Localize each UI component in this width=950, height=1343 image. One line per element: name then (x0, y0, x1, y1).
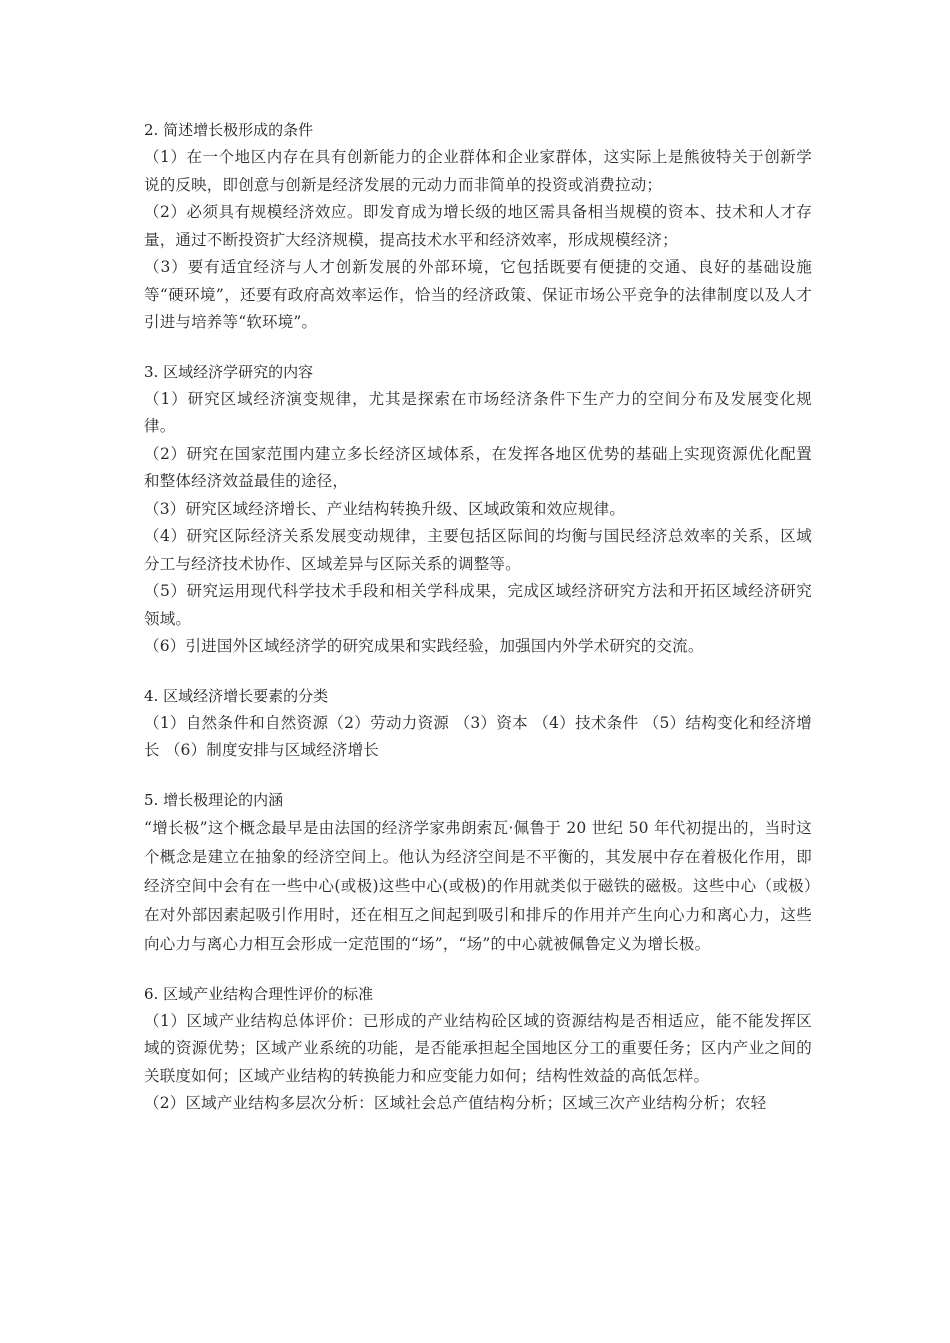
paragraph: （1）研究区域经济演变规律，尤其是探索在市场经济条件下生产力的空间分布及发展变化规律。 (144, 389, 812, 435)
paragraph: （2）研究在国家范围内建立多长经济区域体系，在发挥各地区优势的基础上实现资源优化配置和整体经济效益最佳的途径， (144, 444, 812, 490)
section-growth-pole-theory (144, 787, 812, 959)
paragraph: （1）自然条件和自然资源（2）劳动力资源 （3）资本 （4）技术条件 （5）结构变化和经济增长 （6）制度安排与区域经济增长 (144, 713, 812, 759)
section-industrial-structure-evaluation (144, 981, 812, 1118)
document-body (144, 117, 812, 1140)
paragraph: （2）必须具有规模经济效应。即发育成为增长级的地区需具备相当规模的资本、技术和人才存量，通过不断投资扩大经济规模，提高技术水平和经济效率，形成规模经济； (144, 203, 812, 249)
paragraph: （1）在一个地区内存在具有创新能力的企业群体和企业家群体，这实际上是熊彼特关于创新学说的反映，即创意与创新是经济发展的元动力而非简单的投资或消费拉动； (144, 148, 812, 194)
paragraph: （4）研究区际经济关系发展变动规律，主要包括区际间的均衡与国民经济总效率的关系，区域分工与经济技术协作、区域差异与区际关系的调整等。 (144, 527, 812, 573)
paragraph: （2）区域产业结构多层次分析：区域社会总产值结构分析；区域三次产业结构分析；农轻 (144, 1094, 767, 1112)
paragraph: （3）要有适宜经济与人才创新发展的外部环境，它包括既要有便捷的交通、良好的基础设施等“硬环境”，还要有政府高效率运作，恰当的经济政策、保证市场公平竞争的法律制度以及人才引进与培养等“软环境”。 (144, 258, 812, 331)
section-heading: 3. 区域经济学研究的内容 (144, 362, 314, 381)
paragraph: （5）研究运用现代科学技术手段和相关学科成果，完成区域经济研究方法和开拓区域经济研究领域。 (144, 582, 812, 628)
section-growth-pole-conditions (144, 117, 812, 337)
section-growth-factors (144, 683, 812, 765)
section-regional-economics-content (144, 359, 812, 661)
paragraph: （6）引进国外区域经济学的研究成果和实践经验，加强国内外学术研究的交流。 (144, 637, 704, 655)
section-heading: 5. 增长极理论的内涵 (144, 790, 284, 809)
paragraph: （3）研究区域经济增长、产业结构转换升级、区域政策和效应规律。 (144, 499, 626, 518)
section-heading: 6. 区域产业结构合理性评价的标准 (144, 984, 374, 1003)
section-heading: 4. 区域经济增长要素的分类 (144, 686, 329, 705)
section-heading: 2. 简述增长极形成的条件 (144, 121, 314, 139)
paragraph: “增长极”这个概念最早是由法国的经济学家弗朗索瓦·佩鲁于 20 世纪 50 年代初提出的，当时这个概念是建立在抽象的经济空间上。他认为经济空间是不平衡的，其发展中存在着极化作用，即经济空间中会有在一些中心(或极)这些中心(或极)的作用就类似于磁铁的磁极。这些中心（或极）在对外部因素起吸引作用时，还在相互之间起到吸引和排斥的作用并产生向心力和离心力，这些向心力与离心力相互会形成一定范围的“场”，“场”的中心就被佩鲁定义为增长极。 (144, 818, 812, 953)
paragraph: （1）区域产业结构总体评价：已形成的产业结构砼区域的资源结构是否相适应，能不能发挥区域的资源优势；区域产业系统的功能，是否能承担起全国地区分工的重要任务；区内产业之间的关联度如何；区域产业结构的转换能力和应变能力如何；结构性效益的高低怎样。 (144, 1011, 812, 1085)
